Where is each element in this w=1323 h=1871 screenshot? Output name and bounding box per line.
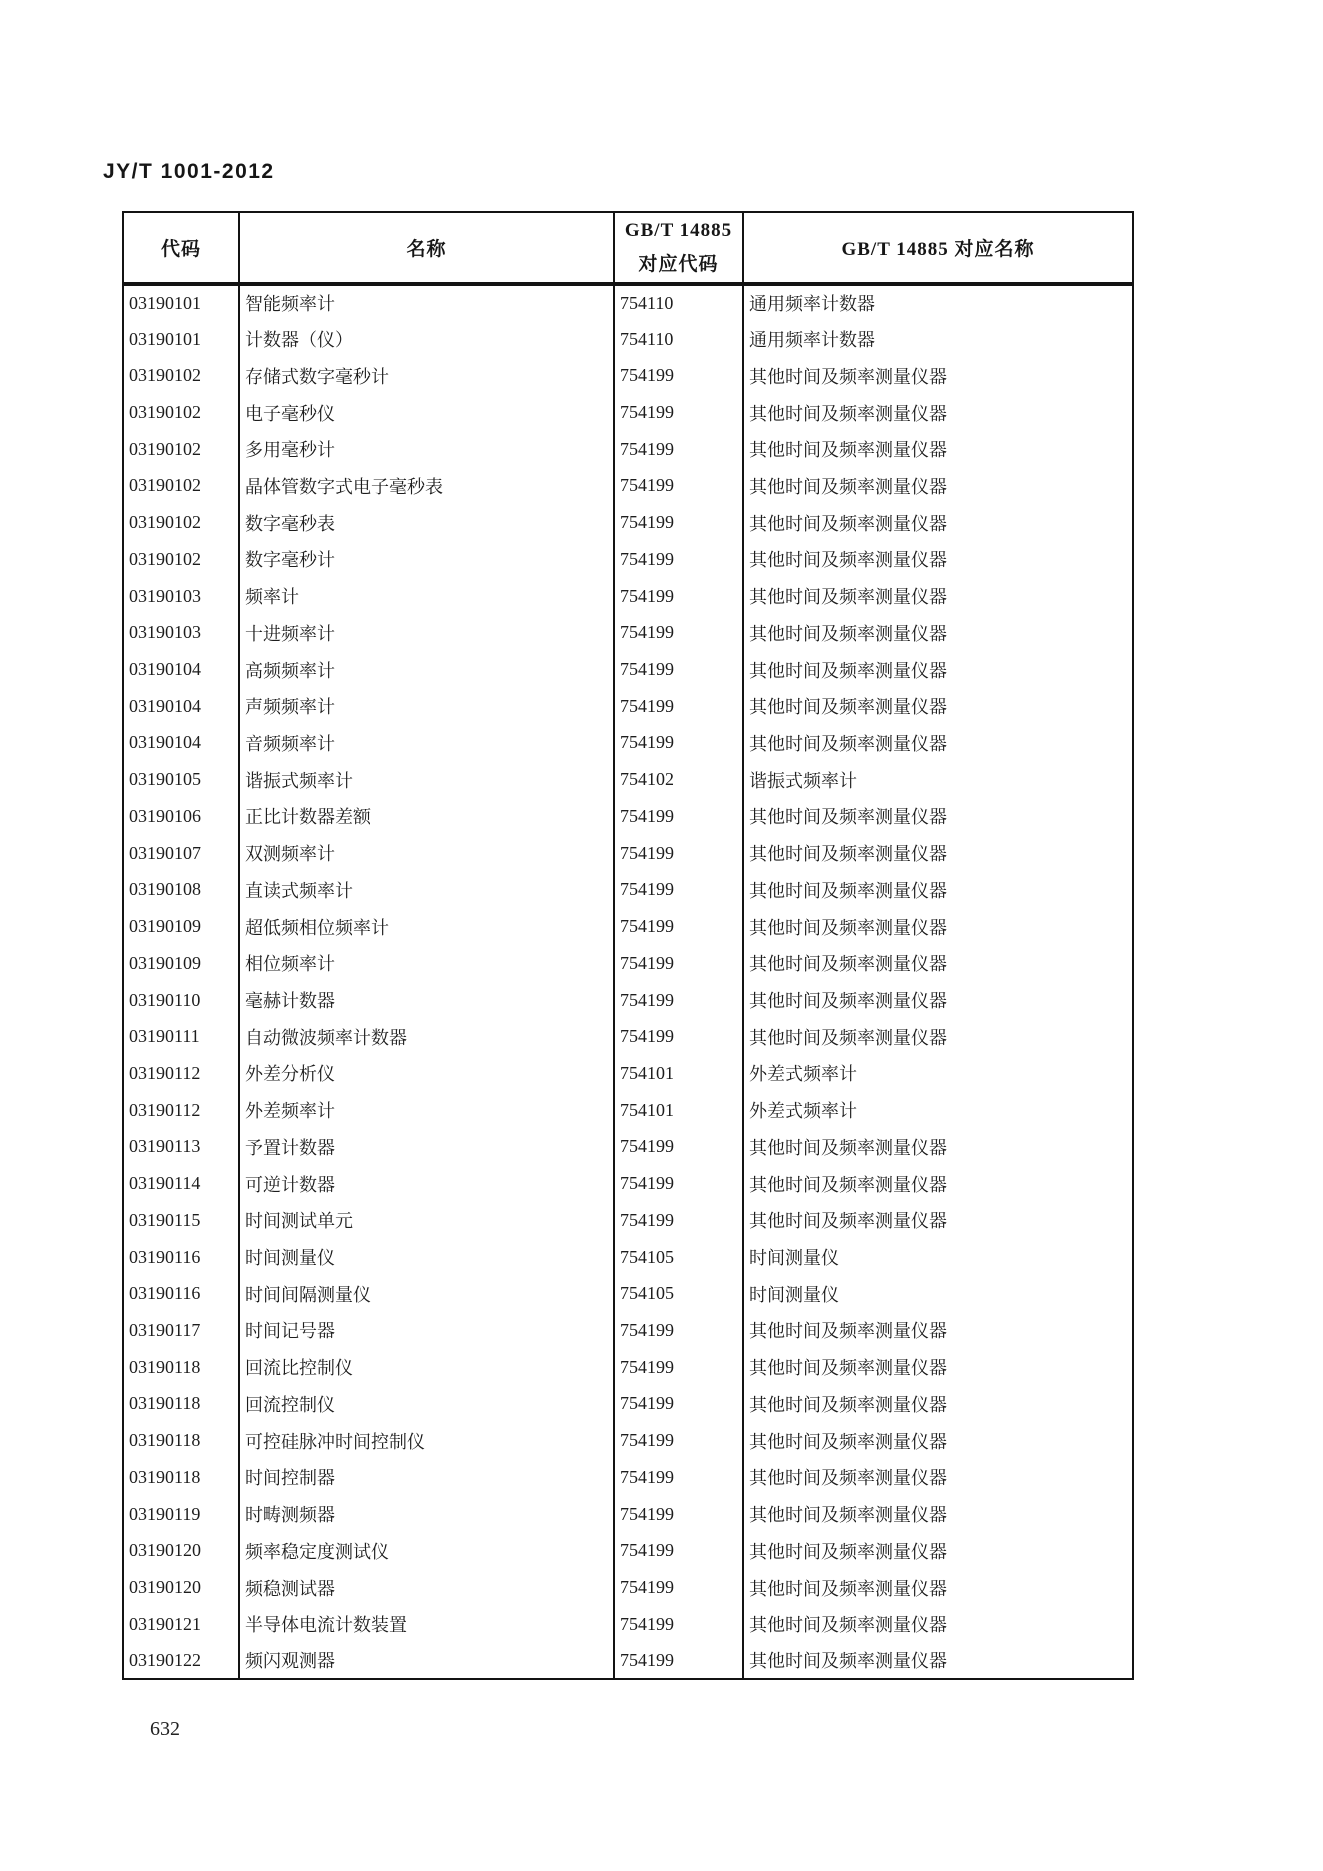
cell-name: 外差分析仪	[239, 1055, 614, 1092]
cell-gb-code: 754199	[614, 688, 743, 725]
table-row	[123, 1532, 1133, 1569]
cell-gb-code: 754105	[614, 1239, 743, 1276]
table-row	[123, 504, 1133, 541]
cell-name: 予置计数器	[239, 1129, 614, 1166]
cell-gb-name: 其他时间及频率测量仪器	[743, 1422, 1133, 1459]
table-row	[123, 1569, 1133, 1606]
table-row	[123, 1018, 1133, 1055]
cell-code: 03190111	[123, 1018, 239, 1055]
header-gb-code-line1: GB/T 14885	[624, 220, 733, 242]
header-name: 名称	[239, 212, 614, 284]
cell-code: 03190102	[123, 431, 239, 468]
cell-code: 03190121	[123, 1606, 239, 1643]
cell-gb-name: 其他时间及频率测量仪器	[743, 431, 1133, 468]
cell-code: 03190109	[123, 945, 239, 982]
cell-gb-name: 其他时间及频率测量仪器	[743, 1532, 1133, 1569]
cell-code: 03190117	[123, 1312, 239, 1349]
cell-name: 半导体电流计数装置	[239, 1606, 614, 1643]
cell-name: 频率计	[239, 578, 614, 615]
cell-gb-code: 754199	[614, 1312, 743, 1349]
header-gb-code	[614, 212, 743, 284]
cell-gb-name: 其他时间及频率测量仪器	[743, 504, 1133, 541]
cell-gb-code: 754102	[614, 761, 743, 798]
table-row	[123, 688, 1133, 725]
cell-gb-code: 754199	[614, 1532, 743, 1569]
cell-name: 电子毫秒仪	[239, 394, 614, 431]
cell-name: 频率稳定度测试仪	[239, 1532, 614, 1569]
cell-name: 直读式频率计	[239, 872, 614, 909]
table-row	[123, 578, 1133, 615]
cell-name: 正比计数器差额	[239, 798, 614, 835]
cell-gb-name: 其他时间及频率测量仪器	[743, 1606, 1133, 1643]
table-row	[123, 614, 1133, 651]
cell-gb-name: 通用频率计数器	[743, 321, 1133, 358]
cell-code: 03190114	[123, 1165, 239, 1202]
cell-name: 数字毫秒表	[239, 504, 614, 541]
cell-code: 03190112	[123, 1092, 239, 1129]
cell-code: 03190106	[123, 798, 239, 835]
cell-name: 时畴测频器	[239, 1496, 614, 1533]
cell-name: 可控硅脉冲时间控制仪	[239, 1422, 614, 1459]
cell-code: 03190103	[123, 614, 239, 651]
cell-gb-code: 754199	[614, 1202, 743, 1239]
cell-gb-code: 754199	[614, 982, 743, 1019]
cell-gb-name: 其他时间及频率测量仪器	[743, 357, 1133, 394]
cell-gb-code: 754199	[614, 504, 743, 541]
cell-name: 可逆计数器	[239, 1165, 614, 1202]
cell-gb-code: 754199	[614, 1386, 743, 1423]
page-title: JY/T 1001-2012	[103, 160, 275, 183]
cell-name: 谐振式频率计	[239, 761, 614, 798]
cell-gb-name: 其他时间及频率测量仪器	[743, 1459, 1133, 1496]
cell-gb-name: 其他时间及频率测量仪器	[743, 688, 1133, 725]
cell-gb-name: 其他时间及频率测量仪器	[743, 578, 1133, 615]
cell-gb-code: 754199	[614, 1569, 743, 1606]
cell-code: 03190118	[123, 1422, 239, 1459]
cell-code: 03190108	[123, 872, 239, 909]
cell-gb-name: 其他时间及频率测量仪器	[743, 614, 1133, 651]
cell-code: 03190103	[123, 578, 239, 615]
cell-name: 频稳测试器	[239, 1569, 614, 1606]
cell-code: 03190102	[123, 357, 239, 394]
cell-code: 03190110	[123, 982, 239, 1019]
cell-gb-name: 其他时间及频率测量仪器	[743, 1386, 1133, 1423]
cell-gb-name: 其他时间及频率测量仪器	[743, 1496, 1133, 1533]
cell-gb-name: 时间测量仪	[743, 1275, 1133, 1312]
cell-gb-code: 754199	[614, 798, 743, 835]
table-row	[123, 835, 1133, 872]
cell-name: 超低频相位频率计	[239, 908, 614, 945]
cell-gb-code: 754199	[614, 541, 743, 578]
cell-gb-code: 754199	[614, 1496, 743, 1533]
cell-code: 03190116	[123, 1239, 239, 1276]
table-header-row	[123, 212, 1133, 284]
table-row	[123, 908, 1133, 945]
cell-gb-code: 754199	[614, 614, 743, 651]
table-row	[123, 982, 1133, 1019]
cell-gb-name: 其他时间及频率测量仪器	[743, 945, 1133, 982]
cell-name: 时间测试单元	[239, 1202, 614, 1239]
cell-name: 高频频率计	[239, 651, 614, 688]
cell-name: 频闪观测器	[239, 1643, 614, 1680]
cell-gb-name: 其他时间及频率测量仪器	[743, 1349, 1133, 1386]
cell-name: 数字毫秒计	[239, 541, 614, 578]
cell-name: 存储式数字毫秒计	[239, 357, 614, 394]
cell-code: 03190109	[123, 908, 239, 945]
cell-name: 声频频率计	[239, 688, 614, 725]
cell-gb-code: 754199	[614, 945, 743, 982]
cell-gb-name: 其他时间及频率测量仪器	[743, 872, 1133, 909]
table-row	[123, 725, 1133, 762]
cell-name: 计数器（仪）	[239, 321, 614, 358]
cell-code: 03190120	[123, 1569, 239, 1606]
cell-code: 03190115	[123, 1202, 239, 1239]
table-row	[123, 872, 1133, 909]
cell-gb-code: 754199	[614, 651, 743, 688]
cell-name: 智能频率计	[239, 284, 614, 321]
cell-gb-name: 其他时间及频率测量仪器	[743, 1018, 1133, 1055]
table-row	[123, 1092, 1133, 1129]
table-row	[123, 357, 1133, 394]
cell-code: 03190101	[123, 284, 239, 321]
cell-gb-code: 754105	[614, 1275, 743, 1312]
table-row	[123, 541, 1133, 578]
cell-gb-code: 754199	[614, 1349, 743, 1386]
cell-name: 回流控制仪	[239, 1386, 614, 1423]
cell-code: 03190118	[123, 1459, 239, 1496]
cell-code: 03190102	[123, 468, 239, 505]
code-mapping-table	[122, 211, 1134, 1680]
cell-gb-name: 其他时间及频率测量仪器	[743, 651, 1133, 688]
cell-gb-name: 其他时间及频率测量仪器	[743, 468, 1133, 505]
cell-code: 03190104	[123, 651, 239, 688]
cell-gb-code: 754199	[614, 908, 743, 945]
table-row	[123, 1129, 1133, 1166]
table-row	[123, 321, 1133, 358]
cell-gb-name: 其他时间及频率测量仪器	[743, 541, 1133, 578]
cell-gb-code: 754199	[614, 357, 743, 394]
cell-gb-name: 谐振式频率计	[743, 761, 1133, 798]
cell-gb-code: 754199	[614, 872, 743, 909]
cell-name: 晶体管数字式电子毫秒表	[239, 468, 614, 505]
cell-name: 毫赫计数器	[239, 982, 614, 1019]
table-row	[123, 1202, 1133, 1239]
table-row	[123, 1422, 1133, 1459]
cell-gb-name: 其他时间及频率测量仪器	[743, 1202, 1133, 1239]
header-gb-code-line2: 对应代码	[638, 253, 719, 275]
cell-gb-code: 754101	[614, 1092, 743, 1129]
cell-gb-name: 其他时间及频率测量仪器	[743, 394, 1133, 431]
table-row	[123, 284, 1133, 321]
cell-gb-code: 754110	[614, 284, 743, 321]
cell-code: 03190107	[123, 835, 239, 872]
table-row	[123, 1606, 1133, 1643]
cell-gb-name: 外差式频率计	[743, 1092, 1133, 1129]
table-row	[123, 1165, 1133, 1202]
page-number: 632	[150, 1718, 180, 1740]
cell-name: 自动微波频率计数器	[239, 1018, 614, 1055]
cell-gb-code: 754199	[614, 1643, 743, 1680]
cell-name: 时间测量仪	[239, 1239, 614, 1276]
cell-gb-name: 其他时间及频率测量仪器	[743, 835, 1133, 872]
cell-code: 03190104	[123, 725, 239, 762]
table-row	[123, 1459, 1133, 1496]
header-gb-name: GB/T 14885 对应名称	[743, 212, 1133, 284]
table-row	[123, 1312, 1133, 1349]
table-row	[123, 1275, 1133, 1312]
cell-code: 03190120	[123, 1532, 239, 1569]
header-code: 代码	[123, 212, 239, 284]
table-row	[123, 1349, 1133, 1386]
table-row	[123, 945, 1133, 982]
cell-gb-code: 754199	[614, 431, 743, 468]
cell-gb-code: 754199	[614, 725, 743, 762]
cell-code: 03190102	[123, 394, 239, 431]
table-row	[123, 651, 1133, 688]
cell-gb-code: 754199	[614, 1165, 743, 1202]
cell-code: 03190116	[123, 1275, 239, 1312]
table-row	[123, 1386, 1133, 1423]
cell-gb-code: 754101	[614, 1055, 743, 1092]
table-row	[123, 1643, 1133, 1680]
cell-gb-code: 754199	[614, 1459, 743, 1496]
cell-name: 回流比控制仪	[239, 1349, 614, 1386]
cell-code: 03190122	[123, 1643, 239, 1680]
table-body	[123, 284, 1133, 1679]
cell-name: 双测频率计	[239, 835, 614, 872]
cell-gb-name: 通用频率计数器	[743, 284, 1133, 321]
cell-name: 时间记号器	[239, 1312, 614, 1349]
cell-name: 时间间隔测量仪	[239, 1275, 614, 1312]
cell-code: 03190102	[123, 504, 239, 541]
cell-gb-name: 其他时间及频率测量仪器	[743, 1312, 1133, 1349]
cell-name: 音频频率计	[239, 725, 614, 762]
cell-code: 03190104	[123, 688, 239, 725]
cell-name: 时间控制器	[239, 1459, 614, 1496]
cell-gb-name: 外差式频率计	[743, 1055, 1133, 1092]
table-row	[123, 394, 1133, 431]
cell-code: 03190118	[123, 1349, 239, 1386]
cell-code: 03190105	[123, 761, 239, 798]
cell-code: 03190113	[123, 1129, 239, 1166]
cell-name: 多用毫秒计	[239, 431, 614, 468]
table-row	[123, 1055, 1133, 1092]
table-row	[123, 1239, 1133, 1276]
cell-gb-code: 754110	[614, 321, 743, 358]
cell-gb-name: 其他时间及频率测量仪器	[743, 1643, 1133, 1680]
cell-gb-name: 其他时间及频率测量仪器	[743, 1129, 1133, 1166]
cell-gb-code: 754199	[614, 1606, 743, 1643]
cell-gb-code: 754199	[614, 578, 743, 615]
cell-gb-code: 754199	[614, 1018, 743, 1055]
cell-gb-name: 其他时间及频率测量仪器	[743, 798, 1133, 835]
cell-gb-code: 754199	[614, 1129, 743, 1166]
cell-gb-name: 其他时间及频率测量仪器	[743, 1165, 1133, 1202]
cell-gb-name: 其他时间及频率测量仪器	[743, 725, 1133, 762]
table-row	[123, 468, 1133, 505]
cell-name: 十进频率计	[239, 614, 614, 651]
cell-code: 03190118	[123, 1386, 239, 1423]
cell-code: 03190119	[123, 1496, 239, 1533]
table-row	[123, 761, 1133, 798]
cell-gb-code: 754199	[614, 468, 743, 505]
table-row	[123, 1496, 1133, 1533]
cell-gb-code: 754199	[614, 835, 743, 872]
cell-gb-code: 754199	[614, 1422, 743, 1459]
cell-gb-name: 其他时间及频率测量仪器	[743, 1569, 1133, 1606]
cell-gb-name: 其他时间及频率测量仪器	[743, 982, 1133, 1019]
cell-gb-name: 其他时间及频率测量仪器	[743, 908, 1133, 945]
cell-gb-code: 754199	[614, 394, 743, 431]
table-row	[123, 431, 1133, 468]
cell-name: 外差频率计	[239, 1092, 614, 1129]
table-row	[123, 798, 1133, 835]
cell-code: 03190101	[123, 321, 239, 358]
table-header	[123, 212, 1133, 284]
cell-code: 03190112	[123, 1055, 239, 1092]
cell-gb-name: 时间测量仪	[743, 1239, 1133, 1276]
cell-name: 相位频率计	[239, 945, 614, 982]
cell-code: 03190102	[123, 541, 239, 578]
